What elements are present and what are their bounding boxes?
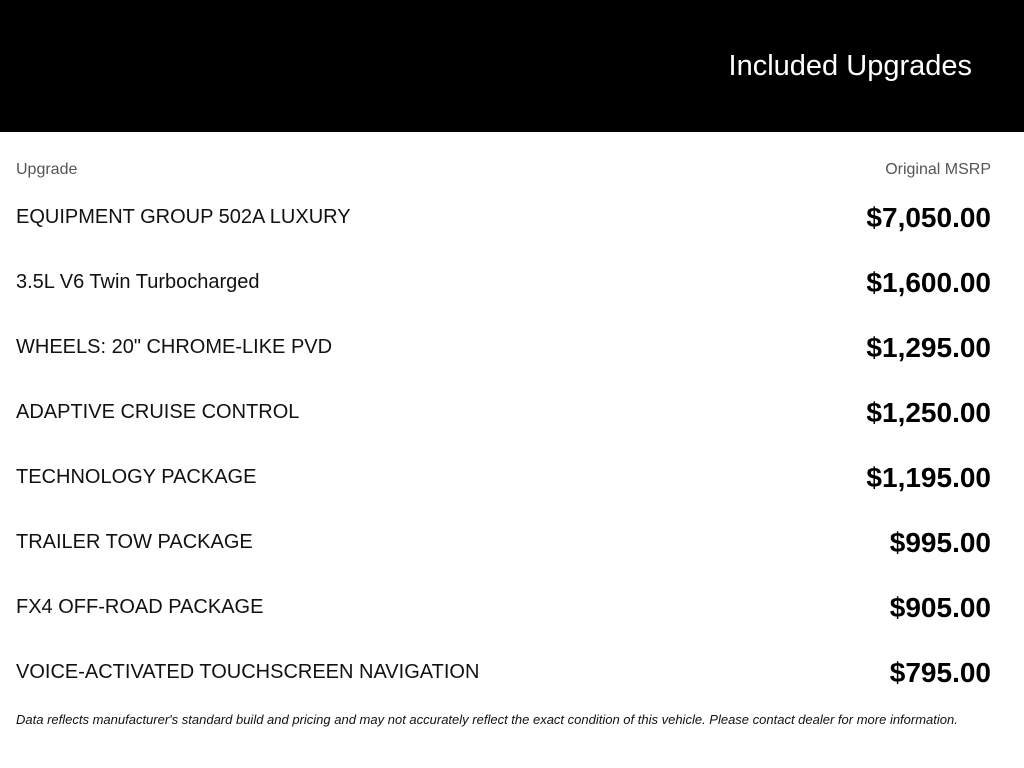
table-row bbox=[16, 445, 991, 510]
table-row bbox=[16, 575, 991, 640]
upgrade-price: $795.00 bbox=[889, 656, 991, 688]
table-row bbox=[16, 250, 991, 315]
upgrade-name: ADAPTIVE CRUISE CONTROL bbox=[16, 401, 300, 423]
upgrade-price: $995.00 bbox=[889, 526, 991, 558]
table-header bbox=[16, 160, 991, 180]
upgrade-price: $7,050.00 bbox=[866, 201, 991, 233]
upgrades-table bbox=[16, 160, 991, 688]
page-title: Included Upgrades bbox=[728, 50, 972, 82]
upgrade-name: WHEELS: 20" CHROME-LIKE PVD bbox=[16, 336, 333, 358]
upgrade-name: TRAILER TOW PACKAGE bbox=[16, 531, 253, 553]
table-row bbox=[16, 640, 991, 705]
upgrade-price: $1,195.00 bbox=[866, 461, 991, 493]
table-row bbox=[16, 380, 991, 445]
upgrade-name: TECHNOLOGY PACKAGE bbox=[16, 466, 257, 488]
table-row bbox=[16, 510, 991, 575]
upgrade-name: 3.5L V6 Twin Turbocharged bbox=[16, 271, 260, 293]
upgrade-name: FX4 OFF-ROAD PACKAGE bbox=[16, 596, 264, 618]
upgrade-name: VOICE-ACTIVATED TOUCHSCREEN NAVIGATION bbox=[16, 661, 480, 683]
upgrade-name: EQUIPMENT GROUP 502A LUXURY bbox=[16, 206, 351, 228]
table-row bbox=[16, 185, 991, 250]
upgrade-price: $1,295.00 bbox=[866, 331, 991, 363]
header-banner bbox=[0, 0, 1024, 132]
disclaimer-footnote: Data reflects manufacturer's standard build and pricing and may not accurately reflect the exact condition of this vehicle. Please contact dealer for more information. bbox=[16, 712, 958, 727]
upgrade-price: $905.00 bbox=[889, 591, 991, 623]
table-body bbox=[16, 185, 991, 705]
upgrade-price: $1,600.00 bbox=[866, 266, 991, 298]
table-row bbox=[16, 315, 991, 380]
column-header-upgrade: Upgrade bbox=[16, 161, 78, 178]
column-header-msrp: Original MSRP bbox=[885, 161, 991, 178]
upgrade-price: $1,250.00 bbox=[866, 396, 991, 428]
